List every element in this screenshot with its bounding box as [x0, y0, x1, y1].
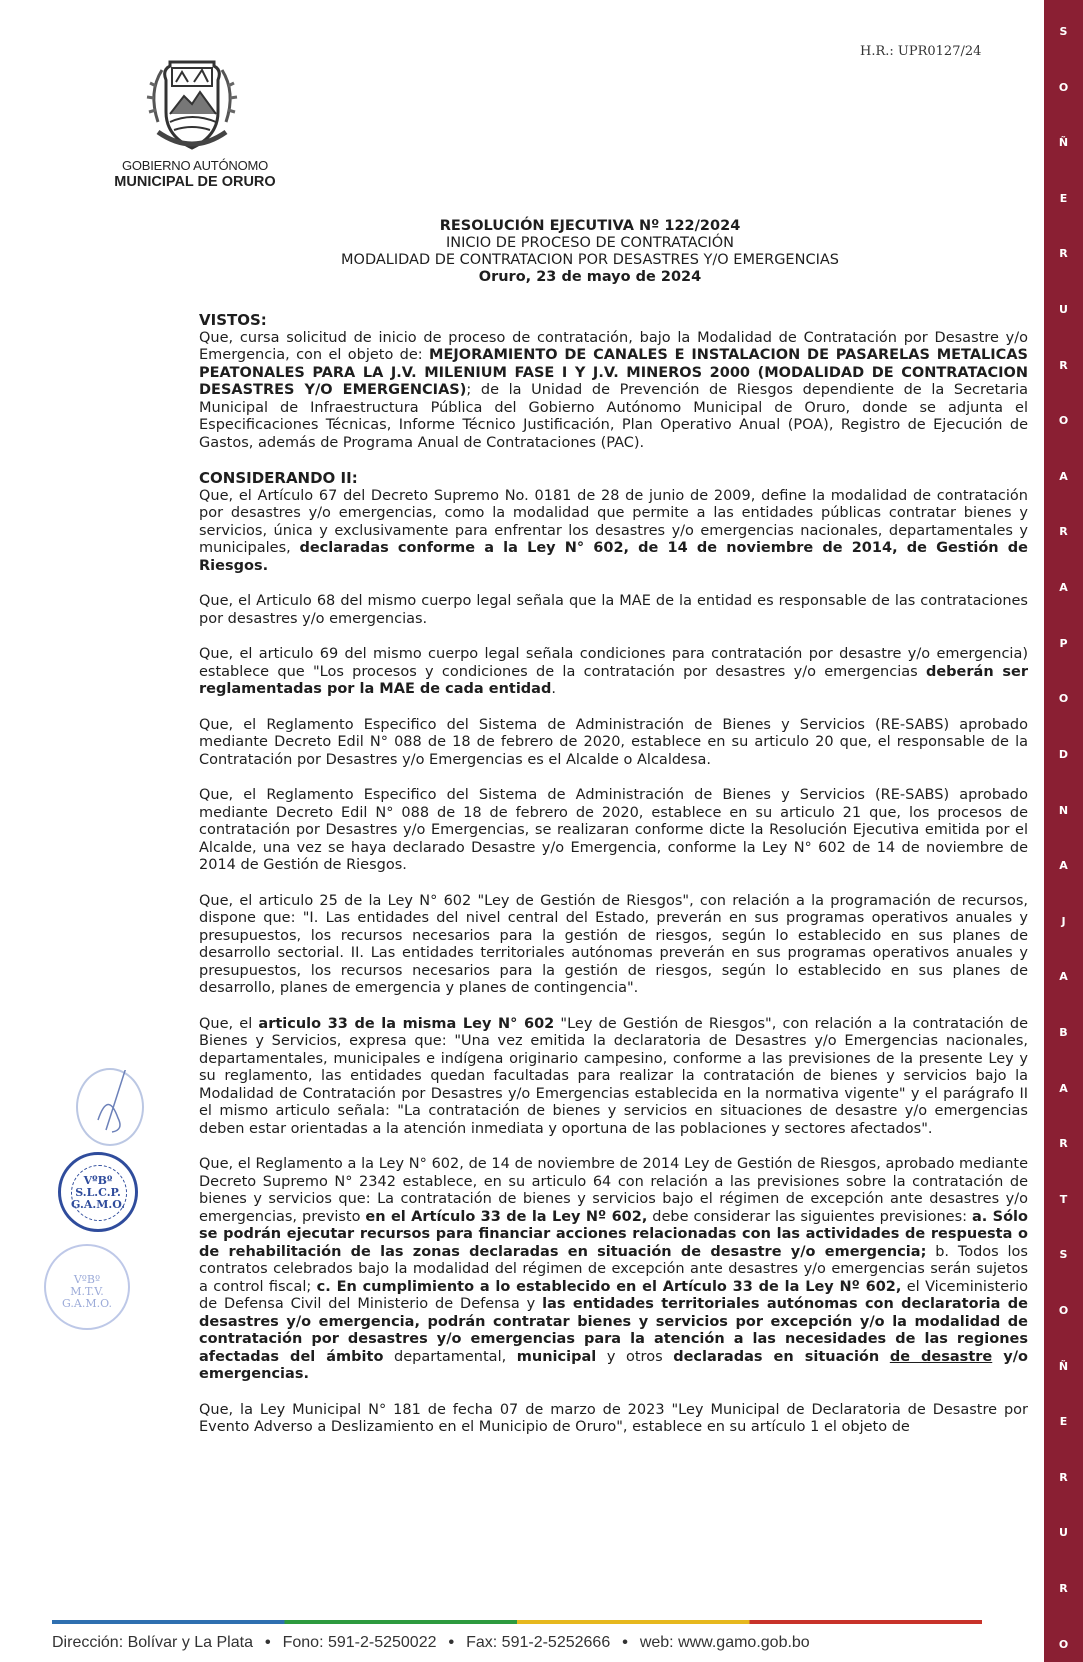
signature-stamp-faded: [76, 1068, 144, 1146]
side-band-letter: D: [1058, 747, 1069, 761]
footer-address: Dirección: Bolívar y La Plata: [52, 1634, 253, 1651]
org-name-line1: GOBIERNO AUTÓNOMO: [121, 158, 269, 173]
side-band: [1044, 0, 1083, 1662]
paragraph-art69: Que, el articulo 69 del mismo cuerpo legal señala condiciones para contratación por desastre y/o emergencia) establece que "Los procesos y condiciones de la contratación por desastres y/o emergencias deberán ser reglamentadas por la MAE de cada entidad.: [199, 646, 1028, 697]
side-band-letter: P: [1059, 636, 1068, 650]
side-band-letter: S: [1059, 25, 1068, 38]
side-band-letter: R: [1059, 525, 1068, 539]
paragraph-ley602-art33: Que, el articulo 33 de la misma Ley N° 602 "Ley de Gestión de Riesgos", con relación a la contratación de Bienes y Servicios, expresa que: "Una vez emitida la declaratoria de Desastres y/o Emergencias nacionales, departamentales, municipales e indígena originario campesino, conforme a las previsiones de la presente Ley y su reglamento, las entidades quedan facultadas para realizar la contratación de bienes y servicios bajo la Modalidad de Contratación por Desastres y/o Emergencias establecida en la normativa vigente" y el parágrafo II el mismo articulo señala: "La contratación de bienes y servicios en situaciones de desastre y/o emergencias deben estar orientadas a la atención inmediata y oportuna de las poblaciones y sectores afectados".: [199, 1015, 1028, 1137]
side-band-letter: A: [1059, 859, 1068, 873]
side-band-letter: T: [1059, 1192, 1068, 1206]
resolution-modality: MODALIDAD DE CONTRATACION POR DESASTRES Y/O EMERGENCIAS: [341, 252, 839, 268]
footer-fax: Fax: 591-2-5252666: [466, 1634, 611, 1651]
footer-rule: [52, 1620, 982, 1624]
side-band-letter: E: [1059, 191, 1068, 205]
title-block: [200, 218, 980, 286]
org-name-line2: MUNICIPAL DE ORURO: [114, 174, 276, 190]
side-band-letter: A: [1059, 581, 1068, 595]
side-band-letter: O: [1058, 414, 1069, 428]
side-band-letter: A: [1059, 469, 1068, 483]
side-band-letter: R: [1059, 247, 1068, 261]
footer-web[interactable]: web: www.gamo.gob.bo: [639, 1634, 810, 1651]
paragraph-resabs-20: Que, el Reglamento Especifico del Sistema de Administración de Bienes y Servicios (RE-SABS) aprobado mediante Decreto Edil N° 088 de 18 de febrero de 2020, establece en su articulo 20 que, el responsable de la Contratación por Desastres y/o Emergencias es el Alcalde o Alcaldesa.: [199, 716, 1028, 768]
side-band-letter: Ñ: [1058, 1359, 1069, 1373]
side-band-letter: O: [1058, 80, 1069, 94]
resolution-date: Oruro, 23 de mayo de 2024: [478, 269, 702, 285]
vistos-heading: VISTOS:: [199, 311, 267, 329]
side-band-letter: R: [1059, 1582, 1068, 1596]
approval-stamp-slcp: VºBº S.L.C.P. G.A.M.O.: [58, 1152, 138, 1232]
resolution-number: RESOLUCIÓN EJECUTIVA Nº 122/2024: [439, 218, 741, 234]
side-band-letter: Ñ: [1058, 136, 1069, 150]
footer: Dirección: Bolívar y La Plata • Fono: 591-2-5250022 • Fax: 591-2-5252666 • web: www.gamo.gob.bo: [52, 1634, 810, 1651]
resolution-subject: INICIO DE PROCESO DE CONTRATACIÓN: [445, 235, 735, 251]
side-band-letter: R: [1059, 1137, 1068, 1151]
side-band-letter: U: [1059, 1526, 1068, 1540]
footer-phone: Fono: 591-2-5250022: [282, 1634, 437, 1651]
side-band-letter: O: [1058, 1637, 1069, 1651]
vistos-paragraph: Que, cursa solicitud de inicio de proceso de contratación, bajo la Modalidad de Contratación por Desastre y/o Emergencia, con el objeto de: MEJORAMIENTO DE CANALES E INSTALACION DE PASARELAS METALICAS PEATONALES PARA LA J.V. MILENIUM FASE I Y J.V. MINEROS 2000 (MODALIDAD DE CONTRATACION DESASTRES Y/O EMERGENCIAS); de la Unidad de Prevención de Riesgos dependiente de la Secretaria Municipal de Infraestructura Pública del Gobierno Autónomo Municipal de Oruro, donde se adjunta el Especificaciones Técnicas, Informe Técnico Justificación, Plan Operativo Anual (POA), Registro de Ejecución de Gastos, además de Programa Anual de Contrataciones (PAC).: [199, 329, 1028, 451]
side-band-letter: O: [1058, 692, 1069, 706]
paragraph-ley-municipal-181: Que, la Ley Municipal N° 181 de fecha 07 de marzo de 2023 "Ley Municipal de Declaratoria de Desastre por Evento Adverso a Deslizamiento en el Municipio de Oruro", establece en su artículo 1 el objeto de: [199, 1401, 1028, 1435]
side-band-letter: U: [1059, 303, 1068, 317]
side-band-letter: J: [1061, 914, 1066, 928]
paragraph-reglamento-art64: Que, el Reglamento a la Ley N° 602, de 14 de noviembre de 2014 Ley de Gestión de Riesgos, aprobado mediante Decreto Supremo N° 2342 establece, en su articulo 64 con relación a las previsiones sobre la contratación de bienes y servicios que: La contratación de bienes y servicios bajo el régimen de excepción ante desastres y/o emergencias, previsto en el Artículo 33 de la Ley Nº 602, debe considerar las siguientes previsiones: a. Sólo se podrán ejecutar recursos para financiar acciones relacionadas con las actividades de respuesta o de rehabilitación de las zonas declaradas en situación de desastre y/o emergencia; b. Todos los contratos celebrados bajo la modalidad del régimen de excepción ante desastres y/o emergencias serán sujetos a control fiscal; c. En cumplimiento a lo establecido en el Artículo 33 de la Ley Nº 602, el Viceministerio de Defensa Civil del Ministerio de Defensa y las entidades territoriales autónomas con declaratoria de desastres y/o emergencia, podrán contratar bienes y servicios por excepción y/o la modalidad de contratación por desastres y/o emergencias para la atención a las necesidades de las regiones afectadas del ámbito departamental, municipal y otros declaradas en situación de desastre y/o emergencias.: [199, 1156, 1028, 1382]
side-band-letter: B: [1059, 1025, 1068, 1039]
side-band-letter: A: [1059, 970, 1068, 984]
side-band-letter: R: [1059, 1470, 1068, 1484]
side-band-letter: E: [1059, 1415, 1068, 1429]
side-band-letter: R: [1059, 358, 1068, 372]
paragraph-art67: Que, el Artículo 67 del Decreto Supremo No. 0181 de 28 de junio de 2009, define la modalidad de contratación por desastres y/o emergencias, como la modalidad que permite a las entidades públicas contratar bienes y servicios, única y exclusivamente para enfrentar los desastres y/o emergencias nacionales, departamentales y municipales, declaradas conforme a la Ley N° 602, de 14 de noviembre de 2014, de Gestión de Riesgos.: [199, 487, 1028, 574]
side-band-letter: N: [1058, 803, 1069, 817]
paragraph-resabs-21: Que, el Reglamento Especifico del Sistema de Administración de Bienes y Servicios (RE-SABS) aprobado mediante Decreto Edil N° 088 de 18 de febrero de 2020, establece en su articulo 21 que, los procesos de contratación por Desastres y/o Emergencias, se realizaran conforme dicte la Resolución Ejecutiva emitida por el Alcalde, una vez se haya declarado Desastre y/o Emergencia, conforme la Ley N° 602 de 14 de noviembre de 2014 de Gestión de Riesgos.: [199, 787, 1028, 873]
side-band-letter: O: [1058, 1304, 1069, 1318]
approval-stamp-mtv: VºBº M.T.V. G.A.M.O.: [44, 1244, 130, 1330]
considerando-heading: CONSIDERANDO II:: [199, 469, 358, 487]
side-band-letter: A: [1059, 1081, 1068, 1095]
paragraph-art68: Que, el Articulo 68 del mismo cuerpo legal señala que la MAE de la entidad es responsable de las contrataciones por desastres y/o emergencias.: [199, 593, 1028, 627]
municipal-coat-of-arms-icon: [138, 52, 246, 160]
side-band-letter: S: [1059, 1248, 1068, 1262]
document-body: [199, 312, 1028, 1455]
paragraph-ley602-art25: Que, el articulo 25 de la Ley N° 602 "Ley de Gestión de Riesgos", con relación a la programación de recursos, dispone que: "I. Las entidades del nivel central del Estado, preverán en sus programas operativos anuales y presupuestos, los recursos necesarios para la gestión de riesgos, según lo establecido en sus planes de desarrollo sectorial. II. Las entidades territoriales autónomas preverán en sus programas operativos anuales y presupuestos, los recursos necesarios para la gestión de riesgos, según lo establecido en sus planes de desarrollo, planes de emergencia y planes de contingencia".: [199, 892, 1028, 996]
hr-code: H.R.: UPR0127/24: [860, 44, 982, 59]
signature-icon: [78, 1070, 142, 1144]
